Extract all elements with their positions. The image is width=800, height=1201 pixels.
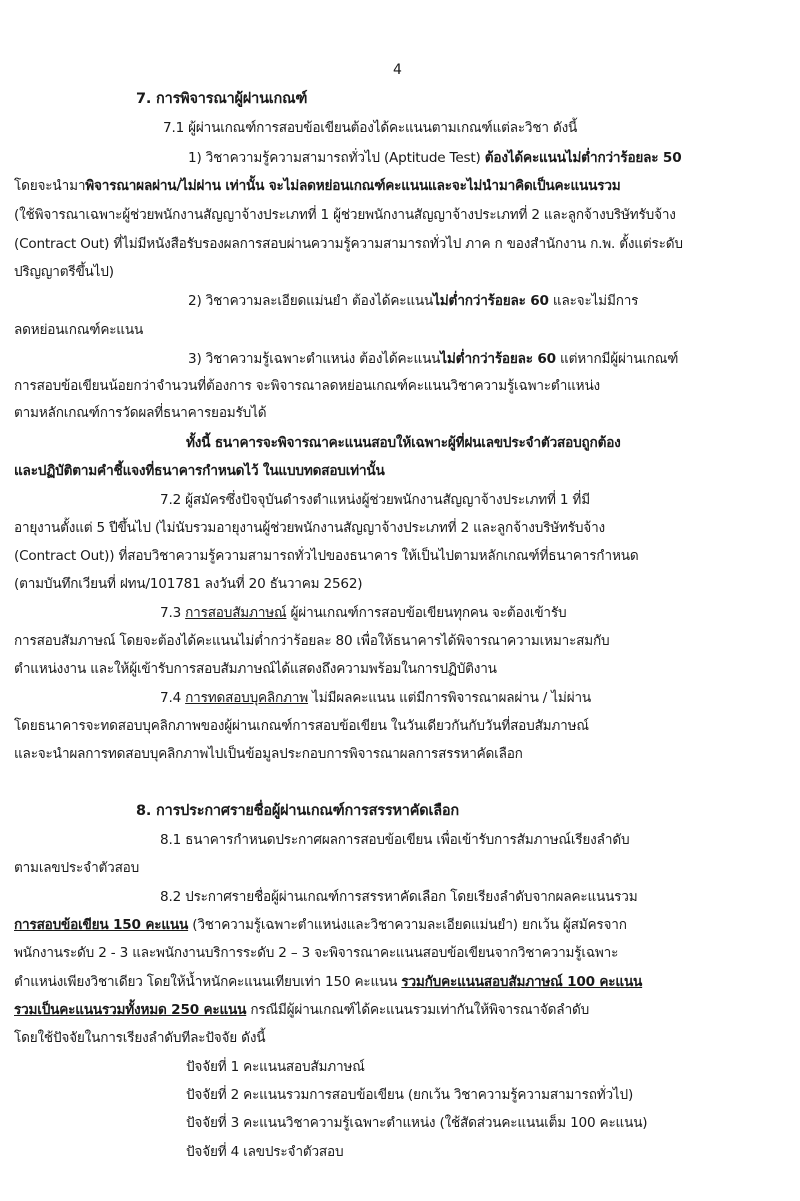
section-7-4-line1-rest: ไม่มีผลคะแนน แต่มีการพิจารณาผลผ่าน / ไม่ผ่าน — [308, 690, 591, 706]
section-7-2-line3: (Contract Out)) ที่สอบวิชาความรู้ความสามารถทั่วไปของธนาคาร ให้เป็นไปตามหลักเกณฑ์ที่ธนาคารกำหนด — [14, 548, 639, 564]
factor-4: ปัจจัยที่ 4 เลขประจำตัวสอบ — [186, 1144, 344, 1160]
factor-1: ปัจจัยที่ 1 คะแนนสอบสัมภาษณ์ — [186, 1059, 365, 1075]
criteria-item-1-line2-bold: พิจารณาผลผ่าน/ไม่ผ่าน เท่านั้น จะไม่ลดหย่อนเกณฑ์คะแนนและจะไม่นำมาคิดเป็นคะแนนรวม — [85, 178, 621, 194]
criteria-item-3 — [188, 349, 678, 369]
criteria-item-3-tail: แต่หากมีผู้ผ่านเกณฑ์ — [555, 351, 679, 367]
criteria-item-1-threshold: ต้องได้คะแนนไม่ต่ำกว่าร้อยละ 50 — [484, 150, 682, 166]
criteria-item-1-line2 — [14, 176, 621, 196]
factor-2: ปัจจัยที่ 2 คะแนนรวมการสอบข้อเขียน (ยกเว้น วิชาความรู้ความสามารถทั่วไป) — [186, 1087, 634, 1103]
section-7-1-intro: 7.1 ผู้ผ่านเกณฑ์การสอบข้อเขียนต้องได้คะแนนตามเกณฑ์แต่ละวิชา ดังนี้ — [163, 120, 578, 136]
criteria-item-2 — [188, 291, 638, 311]
written-exam-score: การสอบข้อเขียน 150 คะแนน — [14, 917, 189, 933]
total-score: รวมเป็นคะแนนรวมทั้งหมด 250 คะแนน — [14, 1002, 247, 1018]
section-8-1-line1: 8.1 ธนาคารกำหนดประกาศผลการสอบข้อเขียน เพื่อเข้ารับการสัมภาษณ์เรียงลำดับ — [160, 832, 630, 848]
section-8-2-line2 — [14, 915, 627, 935]
criteria-item-1-line2-lead: โดยจะนำมา — [14, 178, 86, 194]
section-7-4-number: 7.4 — [160, 690, 186, 706]
section-8-2-line5 — [14, 1000, 589, 1020]
section-7-3-number: 7.3 — [160, 605, 186, 621]
section-7-3-line1-rest: ผู้ผ่านเกณฑ์การสอบข้อเขียนทุกคน จะต้องเข้ารับ — [286, 605, 567, 621]
section-8-2-line6: โดยใช้ปัจจัยในการเรียงลำดับทีละปัจจัย ดังนี้ — [14, 1030, 266, 1046]
section-8-2-line4-lead: ตำแหน่งเพียงวิชาเดียว โดยให้น้ำหนักคะแนนเทียบเท่า 150 คะแนน — [14, 974, 402, 990]
section-7-4-title: การทดสอบบุคลิกภาพ — [185, 690, 309, 706]
criteria-item-1-text: 1) วิชาความรู้ความสามารถทั่วไป (Aptitude Test) — [188, 150, 485, 166]
section-8-1-line2: ตามเลขประจำตัวสอบ — [14, 860, 140, 876]
criteria-item-2-threshold: ไม่ต่ำกว่าร้อยละ 60 — [433, 293, 549, 309]
criteria-item-1-line4: (Contract Out) ที่ไม่มีหนังสือรับรองผลการสอบผ่านความรู้ความสามารถทั่วไป ภาค ก ของสำนักงาน ก.พ. ตั้งแต่ระดับ — [14, 236, 683, 252]
interview-score: รวมกับคะแนนสอบสัมภาษณ์ 100 คะแนน — [401, 974, 643, 990]
criteria-item-2-line2: ลดหย่อนเกณฑ์คะแนน — [14, 322, 144, 338]
criteria-item-2-text: 2) วิชาความละเอียดแม่นยำ ต้องได้คะแนน — [188, 293, 434, 309]
section-7-2-line1: 7.2 ผู้สมัครซึ่งปัจจุบันดำรงตำแหน่งผู้ช่วยพนักงานสัญญาจ้างประเภทที่ 1 ที่มี — [160, 492, 590, 508]
section-7-3-title: การสอบสัมภาษณ์ — [185, 605, 287, 621]
section-7-4-line2: โดยธนาคารจะทดสอบบุคลิกภาพของผู้ผ่านเกณฑ์การสอบข้อเขียน ในวันเดียวกันกับวันที่สอบสัมภาษณ์ — [14, 718, 589, 734]
note-line-1: ทั้งนี้ ธนาคารจะพิจารณาคะแนนสอบให้เฉพาะผู้ที่ฝนเลขประจำตัวสอบถูกต้อง — [186, 435, 621, 451]
section-8-2-line2-rest: (วิชาความรู้เฉพาะตำแหน่งและวิชาความละเอียดแม่นยำ) ยกเว้น ผู้สมัครจาก — [188, 917, 627, 933]
section-7-3-line1 — [160, 603, 566, 623]
criteria-item-3-threshold: ไม่ต่ำกว่าร้อยละ 60 — [440, 351, 556, 367]
section-8-2-line5-rest: กรณีมีผู้ผ่านเกณฑ์ได้คะแนนรวมเท่ากันให้พิจารณาจัดลำดับ — [246, 1002, 590, 1018]
criteria-item-1-line5: ปริญญาตรีขึ้นไป) — [14, 264, 114, 280]
section-7-4-line1 — [160, 688, 591, 708]
note-line-2: และปฏิบัติตามคำชี้แจงที่ธนาคารกำหนดไว้ ในแบบทดสอบเท่านั้น — [14, 463, 385, 479]
section-7-3-line2: การสอบสัมภาษณ์ โดยจะต้องได้คะแนนไม่ต่ำกว่าร้อยละ 80 เพื่อให้ธนาคารได้พิจารณาความเหมาะสมกับ — [14, 633, 610, 649]
factor-3: ปัจจัยที่ 3 คะแนนวิชาความรู้เฉพาะตำแหน่ง (ใช้สัดส่วนคะแนนเต็ม 100 คะแนน) — [186, 1115, 648, 1131]
page-number: 4 — [393, 62, 402, 78]
section-7-3-line3: ตำแหน่งงาน และให้ผู้เข้ารับการสอบสัมภาษณ์ได้แสดงถึงความพร้อมในการปฏิบัติงาน — [14, 661, 497, 677]
criteria-item-1 — [188, 148, 681, 168]
criteria-item-1-line3: (ใช้พิจารณาเฉพาะผู้ช่วยพนักงานสัญญาจ้างประเภทที่ 1 ผู้ช่วยพนักงานสัญญาจ้างประเภทที่ 2 และลูกจ้างบริษัทรับจ้าง — [14, 207, 676, 223]
section-7-heading: 7. การพิจารณาผู้ผ่านเกณฑ์ — [136, 91, 308, 107]
criteria-item-3-line2: การสอบข้อเขียนน้อยกว่าจำนวนที่ต้องการ จะพิจารณาลดหย่อนเกณฑ์คะแนนวิชาความรู้เฉพาะตำแหน่ง — [14, 378, 600, 394]
section-8-2-line3: พนักงานระดับ 2 - 3 และพนักงานบริการระดับ 2 – 3 จะพิจารณาคะแนนสอบข้อเขียนจากวิชาความรู้เฉพาะ — [14, 945, 619, 961]
criteria-item-2-tail: และจะไม่มีการ — [548, 293, 639, 309]
section-8-2-line4 — [14, 972, 642, 992]
section-8-2-line1: 8.2 ประกาศรายชื่อผู้ผ่านเกณฑ์การสรรหาคัดเลือก โดยเรียงลำดับจากผลคะแนนรวม — [160, 889, 638, 905]
criteria-item-3-text: 3) วิชาความรู้เฉพาะตำแหน่ง ต้องได้คะแนน — [188, 351, 441, 367]
section-7-4-line3: และจะนำผลการทดสอบบุคลิกภาพไปเป็นข้อมูลประกอบการพิจารณาผลการสรรหาคัดเลือก — [14, 746, 523, 762]
criteria-item-3-line3: ตามหลักเกณฑ์การวัดผลที่ธนาคารยอมรับได้ — [14, 405, 267, 421]
section-7-2-line2: อายุงานตั้งแต่ 5 ปีขึ้นไป (ไม่นับรวมอายุงานผู้ช่วยพนักงานสัญญาจ้างประเภทที่ 2 และลูกจ้างบริษัทรับจ้าง — [14, 520, 605, 536]
section-7-2-line4: (ตามบันทึกเวียนที่ ฝทน/101781 ลงวันที่ 20 ธันวาคม 2562) — [14, 576, 363, 592]
section-8-heading: 8. การประกาศรายชื่อผู้ผ่านเกณฑ์การสรรหาคัดเลือก — [136, 803, 459, 819]
